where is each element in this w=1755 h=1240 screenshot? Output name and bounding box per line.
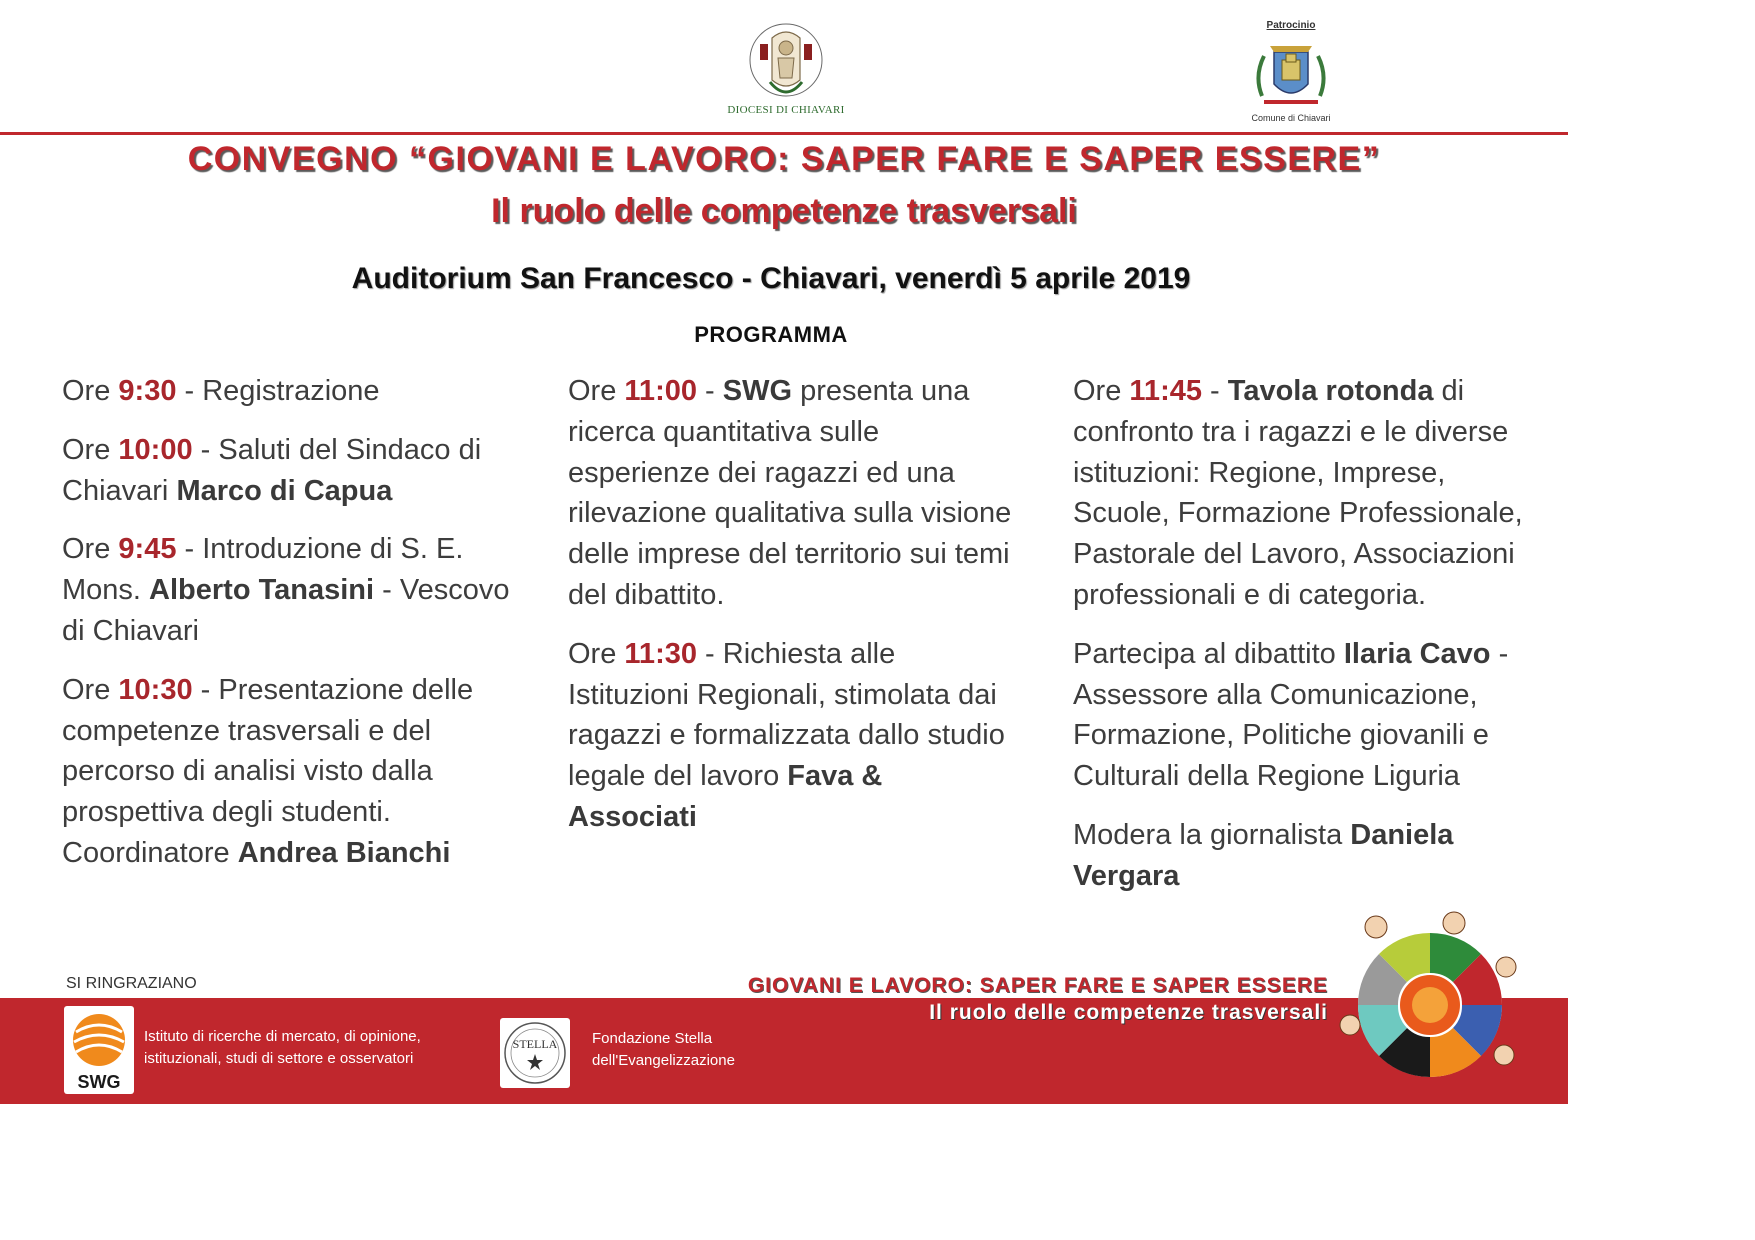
diocese-logo xyxy=(722,18,850,120)
item-prefix: Ore xyxy=(1073,375,1130,407)
item-time: 10:00 xyxy=(118,433,193,466)
swg-description-line: istituzionali, studi di settore e osservatori xyxy=(144,1050,414,1067)
programme-item xyxy=(1073,815,1523,897)
header-divider xyxy=(0,132,1568,135)
item-text: - Richiesta alle Istituzioni Regionali, stimolata dai ragazzi e formalizzata dallo studio legale del lavoro xyxy=(568,637,1005,793)
item-text: Partecipa al dibattito xyxy=(1073,637,1344,670)
programme-item xyxy=(62,529,532,651)
item-text: - Saluti del Sindaco di Chiavari xyxy=(62,433,482,507)
item-name: Alberto Tanasini xyxy=(149,574,375,607)
diocese-name: DIOCESI DI CHIAVARI xyxy=(727,104,845,116)
item-prefix: Ore xyxy=(62,433,119,466)
swg-logo-text: SWG xyxy=(77,1072,121,1092)
item-suffix: di confronto tra i ragazzi e le diverse istituzioni: Regione, Imprese, Scuole, Formazione Professionale, Pastorale del Lavoro, Associazioni professionali e di categoria. xyxy=(1073,375,1523,611)
stella-logo-text: STELLA xyxy=(512,1037,558,1051)
item-time: 9:45 xyxy=(118,533,177,566)
programme-item xyxy=(1073,371,1523,616)
item-time: 11:00 xyxy=(624,375,697,407)
programme-item xyxy=(62,430,532,512)
stella-seal-icon xyxy=(500,1018,570,1088)
programme-heading: PROGRAMMA xyxy=(694,322,848,347)
thanks-label: SI RINGRAZIANO xyxy=(66,975,197,992)
comune-coat-of-arms-icon xyxy=(1254,36,1328,112)
stella-description-line: Fondazione Stella xyxy=(592,1030,713,1047)
item-name: Tavola rotonda xyxy=(1227,375,1434,407)
kids-circle-icon xyxy=(1330,905,1530,1105)
item-name: Marco di Capua xyxy=(176,474,393,507)
comune-name: Comune di Chiavari xyxy=(1251,113,1331,123)
programme-column-2 xyxy=(568,371,1018,856)
item-text: - Registrazione xyxy=(176,375,380,407)
item-text: - xyxy=(696,375,723,407)
swg-description xyxy=(144,1026,421,1070)
programme-item xyxy=(62,371,532,412)
stella-description xyxy=(592,1028,735,1072)
item-name: Andrea Bianchi xyxy=(237,836,451,869)
stella-logo xyxy=(500,1018,570,1088)
item-suffix: presenta una ricerca quantitativa sulle esperienze dei ragazzi ed una rilevazione qualitativa sulla visione delle imprese del territorio sui temi del dibattito. xyxy=(568,375,1012,611)
programme-item xyxy=(568,371,1018,616)
footer-title: GIOVANI E LAVORO: SAPER FARE E SAPER ESSERE xyxy=(747,974,1328,997)
patronage-block xyxy=(1250,20,1332,126)
item-prefix: Ore xyxy=(568,375,625,407)
swg-logo xyxy=(64,1006,134,1094)
programme-column-1 xyxy=(62,371,532,892)
programme-item xyxy=(568,634,1018,838)
item-text: - Introduzione di S. E. Mons. xyxy=(62,533,464,607)
stella-description-line: dell'Evangelizzazione xyxy=(592,1052,735,1069)
event-subtitle: Il ruolo delle competenze trasversali xyxy=(491,192,1077,230)
item-name: SWG xyxy=(722,375,793,407)
patronage-label: Patrocinio xyxy=(1266,20,1316,31)
item-suffix: - Assessore alla Comunicazione, Formazione, Politiche giovanili e Culturali della Regione Liguria xyxy=(1073,637,1509,793)
diocese-crest-icon xyxy=(722,18,850,104)
item-prefix: Ore xyxy=(62,375,119,407)
item-name: Ilaria Cavo xyxy=(1343,637,1491,670)
item-time: 11:30 xyxy=(624,637,697,670)
item-name: Daniela Vergara xyxy=(1073,818,1454,892)
event-title: CONVEGNO “GIOVANI E LAVORO: SAPER FARE E SAPER ESSERE” xyxy=(187,140,1381,178)
swg-description-line: Istituto di ricerche di mercato, di opinione, xyxy=(144,1028,421,1045)
item-time: 10:30 xyxy=(118,673,193,706)
programme-item xyxy=(1073,634,1523,797)
programme-column-3 xyxy=(1073,371,1523,915)
footer-subtitle: Il ruolo delle competenze trasversali xyxy=(929,1001,1328,1024)
venue-date: Auditorium San Francesco - Chiavari, venerdì 5 aprile 2019 xyxy=(351,262,1191,295)
item-prefix: Ore xyxy=(62,533,119,566)
item-prefix: Ore xyxy=(62,673,119,706)
item-text: - Presentazione delle competenze trasversali e del percorso di analisi visto dalla prospettiva degli studenti. Coordinatore xyxy=(62,673,474,869)
item-text: - xyxy=(1201,375,1228,407)
item-time: 9:30 xyxy=(118,375,177,407)
item-time: 11:45 xyxy=(1129,375,1202,407)
swg-globe-icon xyxy=(64,1006,134,1094)
item-suffix: - Vescovo di Chiavari xyxy=(62,574,510,647)
item-name: Fava & Associati xyxy=(568,760,883,833)
item-prefix: Ore xyxy=(568,637,625,670)
item-text: Modera la giornalista xyxy=(1073,818,1351,851)
programme-item xyxy=(62,670,532,874)
